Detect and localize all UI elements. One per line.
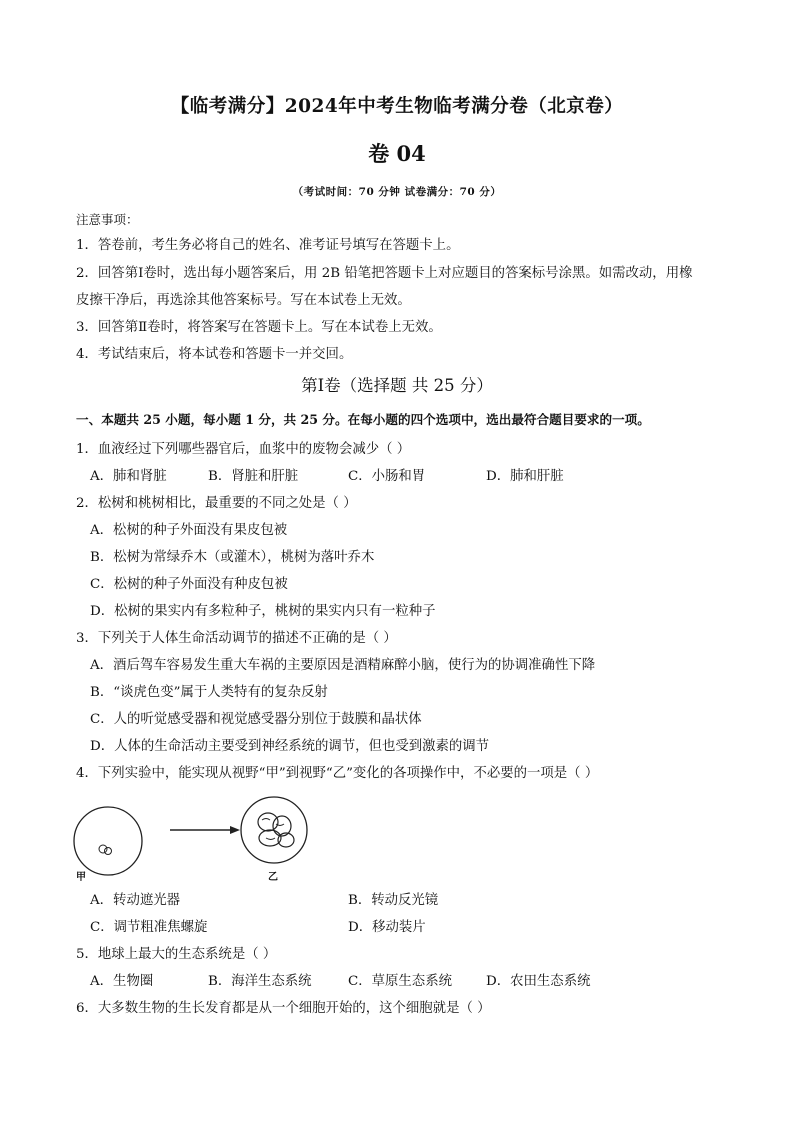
option: B．海洋生态系统 [208, 974, 312, 989]
option: C．草原生态系统 [348, 974, 452, 989]
field-of-view-jia [74, 807, 142, 875]
option: B．肾脏和肝脏 [208, 469, 299, 484]
small-cell-icon [99, 845, 112, 855]
exam-time-info: （考试时间：70 分钟 试卷满分：70 分） [292, 186, 502, 198]
note-item: 皮擦干净后，再选涂其他答案标号。写在本试卷上无效。 [76, 293, 411, 308]
option: B．“谈虎色变”属于人类特有的复杂反射 [90, 685, 328, 700]
note-item: 1．答卷前，考生务必将自己的姓名、准考证号填写在答题卡上。 [76, 238, 460, 253]
option: D．农田生态系统 [486, 974, 591, 989]
option: B．松树为常绿乔木（或灌木），桃树为落叶乔木 [90, 550, 375, 565]
option: B．转动反光镜 [348, 893, 439, 908]
option: C．调节粗准焦螺旋 [90, 920, 208, 935]
exam-title: 【临考满分】2024年中考生物临考满分卷（北京卷） [170, 96, 624, 117]
option: D．松树的果实内有多粒种子，桃树的果实内只有一粒种子 [90, 604, 436, 619]
option: A．酒后驾车容易发生重大车祸的主要原因是酒精麻醉小脑，使行为的协调准确性下降 [90, 658, 596, 673]
question-stem: 2．松树和桃树相比，最重要的不同之处是（ ） [76, 496, 357, 511]
option: C．小肠和胃 [348, 469, 426, 484]
option: C．松树的种子外面没有种皮包被 [90, 577, 288, 592]
option: A．转动遮光器 [90, 893, 181, 908]
note-item: 2．回答第Ⅰ卷时，选出每小题答案后，用 2B 铅笔把答题卡上对应题目的答案标号涂黑。如需改动，用橡 [76, 266, 693, 281]
figure-label-yi: 乙 [268, 872, 278, 883]
option: D．人体的生命活动主要受到神经系统的调节，但也受到激素的调节 [90, 739, 490, 754]
exam-subtitle: 卷 04 [368, 141, 426, 166]
question-stem: 6．大多数生物的生长发育都是从一个细胞开始的，这个细胞就是（ ） [76, 1001, 491, 1016]
figure-label-jia: 甲 [76, 872, 86, 883]
magnified-cells-icon [258, 813, 294, 847]
question-stem: 4．下列实验中，能实现从视野“甲”到视野“乙”变化的各项操作中，不必要的一项是（ ） [76, 766, 599, 781]
question-stem: 3．下列关于人体生命活动调节的描述不正确的是（ ） [76, 631, 397, 646]
option: A．松树的种子外面没有果皮包被 [90, 523, 288, 538]
notes-heading: 注意事项： [76, 212, 139, 227]
option: D．移动装片 [348, 920, 426, 935]
option: C．人的听觉感受器和视觉感受器分别位于鼓膜和晶状体 [90, 712, 422, 727]
note-item: 3．回答第Ⅱ卷时，将答案写在答题卡上。写在本试卷上无效。 [76, 320, 442, 335]
section-instruction: 一、本题共 25 小题，每小题 1 分，共 25 分。在每小题的四个选项中，选出最符合题目要求的一项。 [76, 412, 650, 427]
option: D．肺和肝脏 [486, 469, 564, 484]
option: A．生物圈 [90, 974, 154, 989]
arrow-head-icon [230, 826, 240, 834]
microscope-view-diagram [70, 796, 330, 886]
note-item: 4．考试结束后，将本试卷和答题卡一并交回。 [76, 347, 353, 362]
section-title: 第Ⅰ卷（选择题 共 25 分） [301, 376, 493, 395]
microscope-figure [70, 796, 330, 886]
question-stem: 1．血液经过下列哪些器官后，血浆中的废物会减少（ ） [76, 442, 411, 457]
option: A．肺和肾脏 [90, 469, 167, 484]
question-stem: 5．地球上最大的生态系统是（ ） [76, 947, 277, 962]
